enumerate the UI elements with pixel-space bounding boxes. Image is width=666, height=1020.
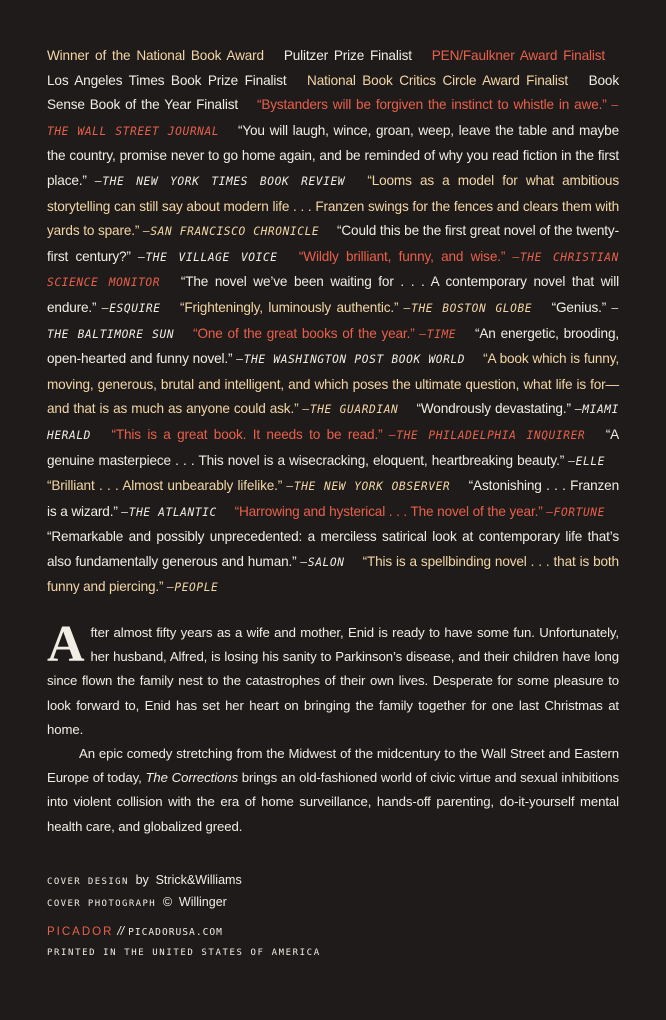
review-quote: “Wondrously devastating.” [416,401,571,417]
review-source: —THE CHRISTIAN SCIENCE MONITOR [47,250,619,290]
cover-photo-credit [47,891,619,913]
review-quote: “Looms as a model for what ambitious storytelling can still say about modern life . . . Franzen swings for the fences and clears them with yards to spare.” [47,172,619,239]
review-quote: “Brilliant . . . Almost unbearably lifelike.” [47,478,283,494]
award-item: National Book Critics Circle Award Finalist [307,72,569,88]
review-quote: “A genuine masterpiece . . . This novel is a wisecracking, eloquent, heartbreaking beauty.” [47,426,619,468]
printed-in: PRINTED IN THE UNITED STATES OF AMERICA [47,947,321,958]
review-quote: “Remarkable and possibly unprecedented: a merciless satirical look at contemporary life that’s also fundamentally generous and human.” [47,529,619,569]
synopsis-p2-before: An epic comedy stretching from the Midwest of the midcentury to the Wall Street and Eastern Europe of today, [47,746,619,786]
review-quote: “Frighteningly, luminously authentic.” [180,299,399,315]
publisher-url: PICADORUSA.COM [128,926,223,938]
publisher-separator: // [117,923,125,938]
review-source: —THE GUARDIAN [302,403,399,417]
cover-photo-label: COVER PHOTOGRAPH [47,898,157,909]
cover-design-credit [47,869,619,891]
review-source: —THE BOSTON GLOBE [403,301,533,315]
review-source: —PEOPLE [167,581,219,595]
review-quote: “The novel we’ve been waiting for . . . A contemporary novel that will endure.” [47,274,619,315]
review-source: —ELLE [568,454,605,468]
credits [47,869,619,963]
review-source: —MIAMI HERALD [47,403,619,442]
review-item [111,427,585,442]
review-source: —THE ATLANTIC [121,505,217,519]
review-item [180,300,532,315]
review-source: —THE PHILADELPHIA INQUIRER [388,428,586,442]
synopsis [47,616,619,839]
award-item: Pulitzer Prize Finalist [283,48,412,63]
review-quote: “Genius.” [551,299,607,315]
review-item [47,478,450,493]
synopsis-p2-after: brings an old-fashioned world of civic virtue and sexual inhibitions into violent collision with the era of home surveillance, hands-off parenting, do-it-yourself mental health care, and globalized greed. [47,770,619,834]
award-item: Winner of the National Book Award [47,48,264,63]
synopsis-p1-text: fter almost fifty years as a wife and mother, Enid is ready to have some fun. Unfortunately, her husband, Alfred, is losing his sanity to Parkinson’s disease, and their children have long since flown the family nest to the catastrophes of their own lives. Desperate for some pleasure to look forward to, Enid has set her heart on bringing the family together for one last Christmas at home. [47,625,619,737]
book-title: The Corrections [145,770,238,786]
praise-section [47,44,619,601]
review-source: —TIME [419,327,457,341]
review-source: —THE WASHINGTON POST BOOK WORLD [236,353,466,367]
review-quote: “One of the great books of the year.” [193,325,415,341]
review-source: —THE BALTIMORE SUN [47,301,619,341]
publisher-name: PICADOR [47,925,114,938]
review-quote: “A book which is funny, moving, generous, brutal and intelligent, and which poses the ultimate question, what life is for—and that is as much as anyone could ask.” [47,351,619,417]
reviews-list [47,97,619,594]
review-quote: “This is a spellbinding novel . . . that is both funny and piercing.” [47,553,619,595]
review-quote: “An energetic, brooding, open-hearted and funny novel.” [47,325,619,367]
review-quote: “Could this be the first great novel of the twenty-first century?” [47,223,619,264]
review-source: —THE WALL STREET JOURNAL [47,99,619,138]
review-quote: “This is a great book. It needs to be read.” [111,426,383,442]
review-source: —THE VILLAGE VOICE [138,250,278,264]
cover-photo-value: Willinger [178,894,227,909]
award-item: Los Angeles Times Book Prize Finalist [47,72,287,88]
review-item [235,504,605,519]
drop-cap: A [47,616,85,674]
award-item: PEN/Faulkner Award Finalist [431,48,606,63]
review-quote: “You will laugh, wince, groan, weep, leave the table and maybe the country, promise never to go home again, and be reminded of why you read fiction in the first place.” [47,122,619,188]
review-source: —SAN FRANCISCO CHRONICLE [143,225,320,239]
synopsis-paragraph-2 [47,742,619,839]
synopsis-paragraph-1 [47,616,619,742]
publisher-line [47,921,619,943]
review-quote: “Astonishing . . . Franzen is a wizard.” [47,478,619,519]
review-source: —THE NEW YORK TIMES BOOK REVIEW [94,174,346,188]
review-item [193,326,456,341]
cover-design-label: COVER DESIGN [47,876,129,887]
review-quote: “Wildly brilliant, funny, and wise.” [298,248,506,264]
review-source: —THE NEW YORK OBSERVER [286,480,451,494]
award-item: Book Sense Book of the Year Finalist [47,72,619,113]
review-source: —ESQUIRE [101,301,161,315]
copyright-symbol: © [162,894,173,909]
review-quote: “Harrowing and hysterical . . . The novel of the year.” [234,503,543,519]
cover-design-value: Strick&Williams [155,872,242,887]
cover-design-by: by [135,872,149,887]
review-source: —SALON [300,555,345,569]
review-source: —FORTUNE [546,505,605,519]
review-quote: “Bystanders will be forgiven the instinct to whistle in awe.” [256,97,607,113]
